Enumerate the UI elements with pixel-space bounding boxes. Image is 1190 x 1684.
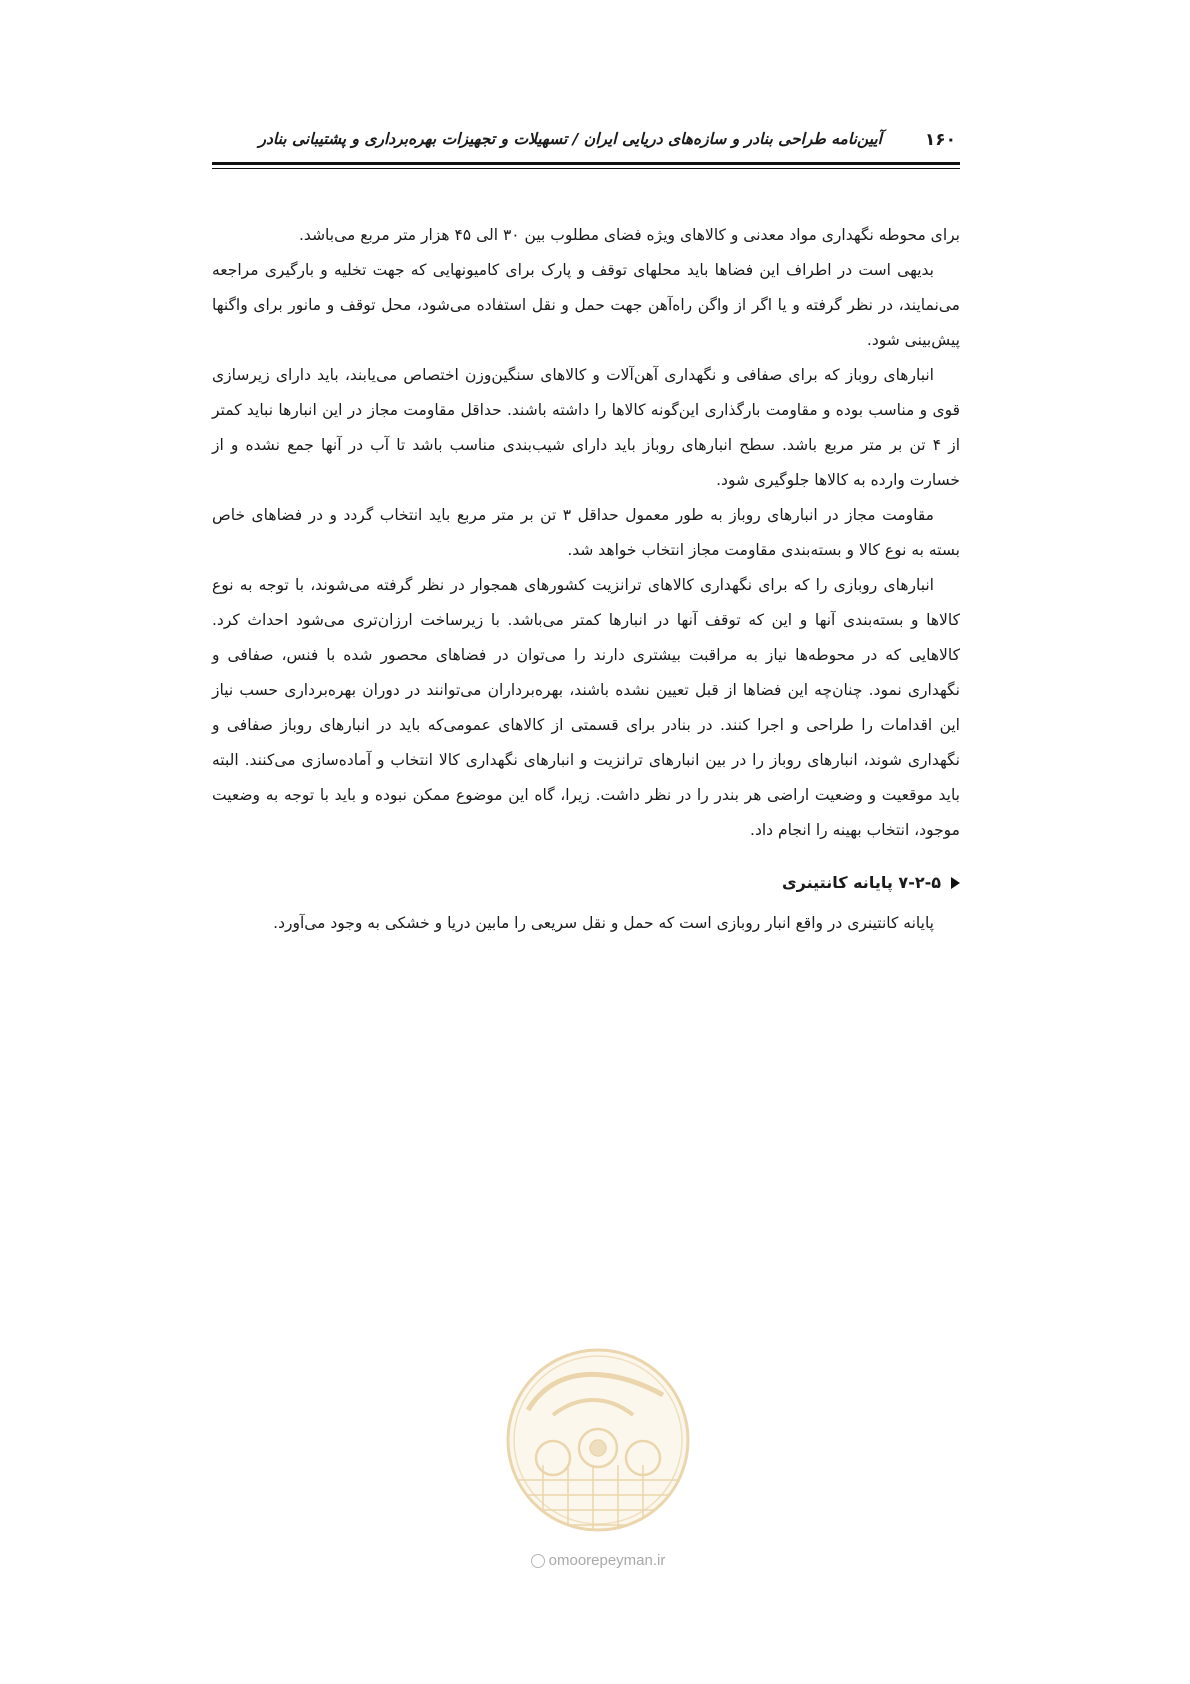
section-heading-text: ۷-۲-۵ پایانه کانتینری [782,873,941,892]
header-rule-thick [212,162,960,165]
paragraph: برای محوطه نگهداری مواد معدنی و کالاهای ویژه فضای مطلوب بین ۳۰ الی ۴۵ هزار متر مربع می‌باشد. [299,226,960,244]
running-header [212,128,960,168]
globe-icon [531,1554,545,1568]
paragraph: مقاومت مجاز در انبارهای روباز به طور معمول حداقل ۳ تن بر متر مربع باید انتخاب گردد و در فضاهای خاص بسته به نوع کالا و بسته‌بندی مقاومت مجاز انتخاب خواهد شد. [212,506,960,559]
triangle-right-icon [951,877,960,889]
paragraph: انبارهای روبازی را که برای نگهداری کالاهای ترانزیت کشورهای همجوار در نظر گرفته می‌شوند، با توجه به نوع کالاها و بسته‌بندی آنها و این که توقف آنها در انبارها کمتر می‌باشد. با زیرساخت ارزان‌تری می‌شود احداث کرد. کالاهایی که در محوطه‌ها نیاز به مراقبت بیشتری دارند را می‌توان در فضاهای محصور شده با فنس، صفافی و نگهداری نمود. چنان‌چه این فضاها از قبل تعیین نشده باشند، بهره‌برداران می‌توانند در دوران بهره‌برداری حسب نیاز این اقدامات را طراحی و اجرا کنند. در بنادر برای قسمتی از کالاهای عمومی‌که باید در انبارهای روباز صفافی و نگهداری شوند، انبارهای روباز را در بین انبارهای ترانزیت و انبارهای نگهداری کالا انتخاب و آماده‌سازی می‌کنند. البته باید موقعیت و وضعیت اراضی هر بندر را در نظر داشت. زیرا، گاه این موضوع ممکن نبوده و باید با توجه به وضعیت موجود، انتخاب بهینه را انجام داد. [212,576,960,839]
paragraph: انبارهای روباز که برای صفافی و نگهداری آهن‌آلات و کالاهای سنگین‌وزن اختصاص می‌یابند، باید دارای زیرسازی قوی و مناسب بوده و مقاومت بارگذاری این‌گونه کالاها را داشته باشند. حداقل مقاومت مجاز در این انبارها نباید کمتر از ۴ تن بر متر مربع باشد. سطح انبارهای روباز باید دارای شیب‌بندی مناسب باشد تا آب در آنها جمع نشده و از خسارت وارده به کالاها جلوگیری شود. [212,366,961,489]
paragraph: بدیهی است در اطراف این فضاها باید محلهای توقف و پارک برای کامیونهایی که جهت تخلیه و بارگیری مراجعه می‌نمایند، در نظر گرفته و یا اگر از واگن راه‌آهن جهت حمل و نقل استفاده می‌شود، محل توقف و مانور برای واگنها پیش‌بینی شود. [212,261,960,349]
watermark-logo [498,1340,698,1545]
watermark-url: omoorepeyman.ir [548,1552,666,1569]
watermark-url-line [498,1552,698,1569]
section-paragraph: پایانه کانتینری در واقع انبار روبازی است که حمل و نقل سریعی را مابین دریا و خشکی به وجود می‌آورد. [273,914,934,932]
running-header-title: آیین‌نامه طراحی بنادر و سازه‌های دریایی ایران / تسهیلات و تجهیزات بهره‌برداری و پشتیبانی بنادر [258,130,882,148]
body-text [212,218,960,941]
page-number: ۱۶۰ [924,130,956,150]
header-rule-thin [212,168,960,169]
section-heading [212,865,960,900]
watermark [498,1340,698,1580]
